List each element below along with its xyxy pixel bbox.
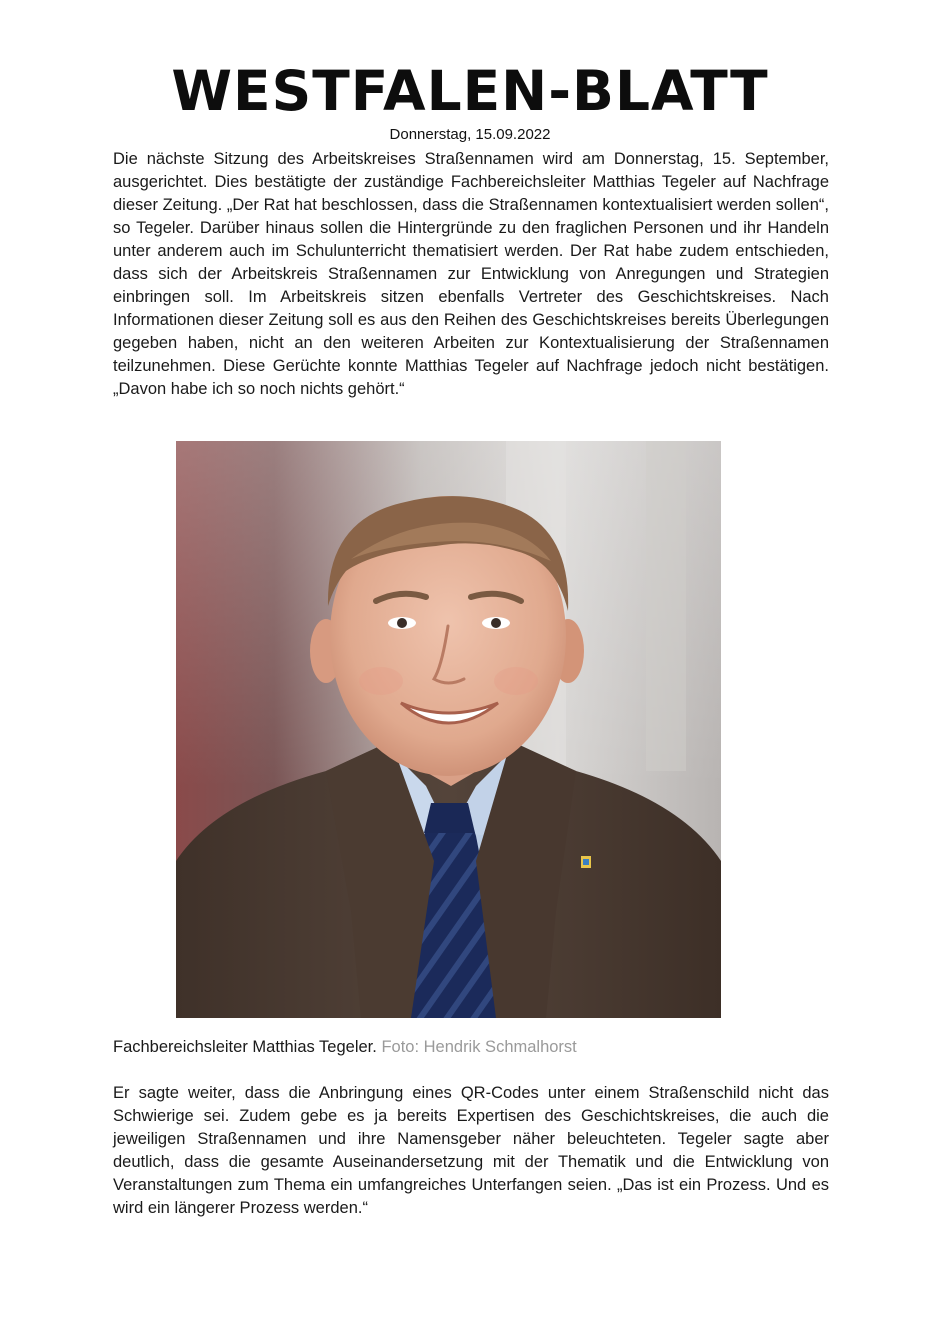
publication-date: Donnerstag, 15.09.2022	[389, 126, 551, 143]
article-paragraph-2: Er sagte weiter, dass die Anbringung eines QR-Codes unter einem Straßenschild nicht das Schwierige sei. Zudem gebe es ja bereits Expertisen des Geschichtskreises, die auch die jeweiligen Straßennamen und ihre Namensgeber näher beleuchteten. Tegeler sagte aber deutlich, dass die gesamte Auseinandersetzung mit der Thematik und die Entwicklung von Veranstaltungen zum Thema ein umfangreiches Unterfangen seien. „Das ist ein Prozess. Und es wird ein längerer Prozess werden.“	[113, 1084, 829, 1217]
photo-caption	[113, 1036, 829, 1059]
photo-credit: Foto: Hendrik Schmalhorst	[381, 1038, 577, 1056]
masthead: WESTFALEN-BLATT	[171, 59, 769, 123]
portrait-photo	[176, 441, 721, 1018]
article-paragraph-1: Die nächste Sitzung des Arbeitskreises Straßennamen wird am Donnerstag, 15. September, ausgerichtet. Dies bestätigte der zuständige Fachbereichsleiter Matthias Tegeler auf Nachfrage dieser Zeitung. „Der Rat hat beschlossen, dass die Straßennamen kontextualisiert werden sollen“, so Tegeler. Darüber hinaus sollen die Hintergründe zu den fraglichen Personen und ihr Handeln unter anderem auch im Schulunterricht thematisiert werden. Der Rat habe zudem entschieden, dass sich der Arbeitskreis Straßennamen zur Entwicklung von Anregungen und Strategien einbringen soll. Im Arbeitskreis sitzen ebenfalls Vertreter des Geschichtskreises. Nach Informationen dieser Zeitung soll es aus den Reihen des Geschichtskreises bereits Überlegungen gegeben haben, nicht an den weiteren Arbeiten zur Kontextualisierung der Straßennamen teilzunehmen. Diese Gerüchte konnte Matthias Tegeler auf Nachfrage jedoch nicht bestätigen. „Davon habe ich so noch nichts gehört.“	[113, 150, 829, 398]
caption-text: Fachbereichsleiter Matthias Tegeler.	[113, 1038, 377, 1056]
